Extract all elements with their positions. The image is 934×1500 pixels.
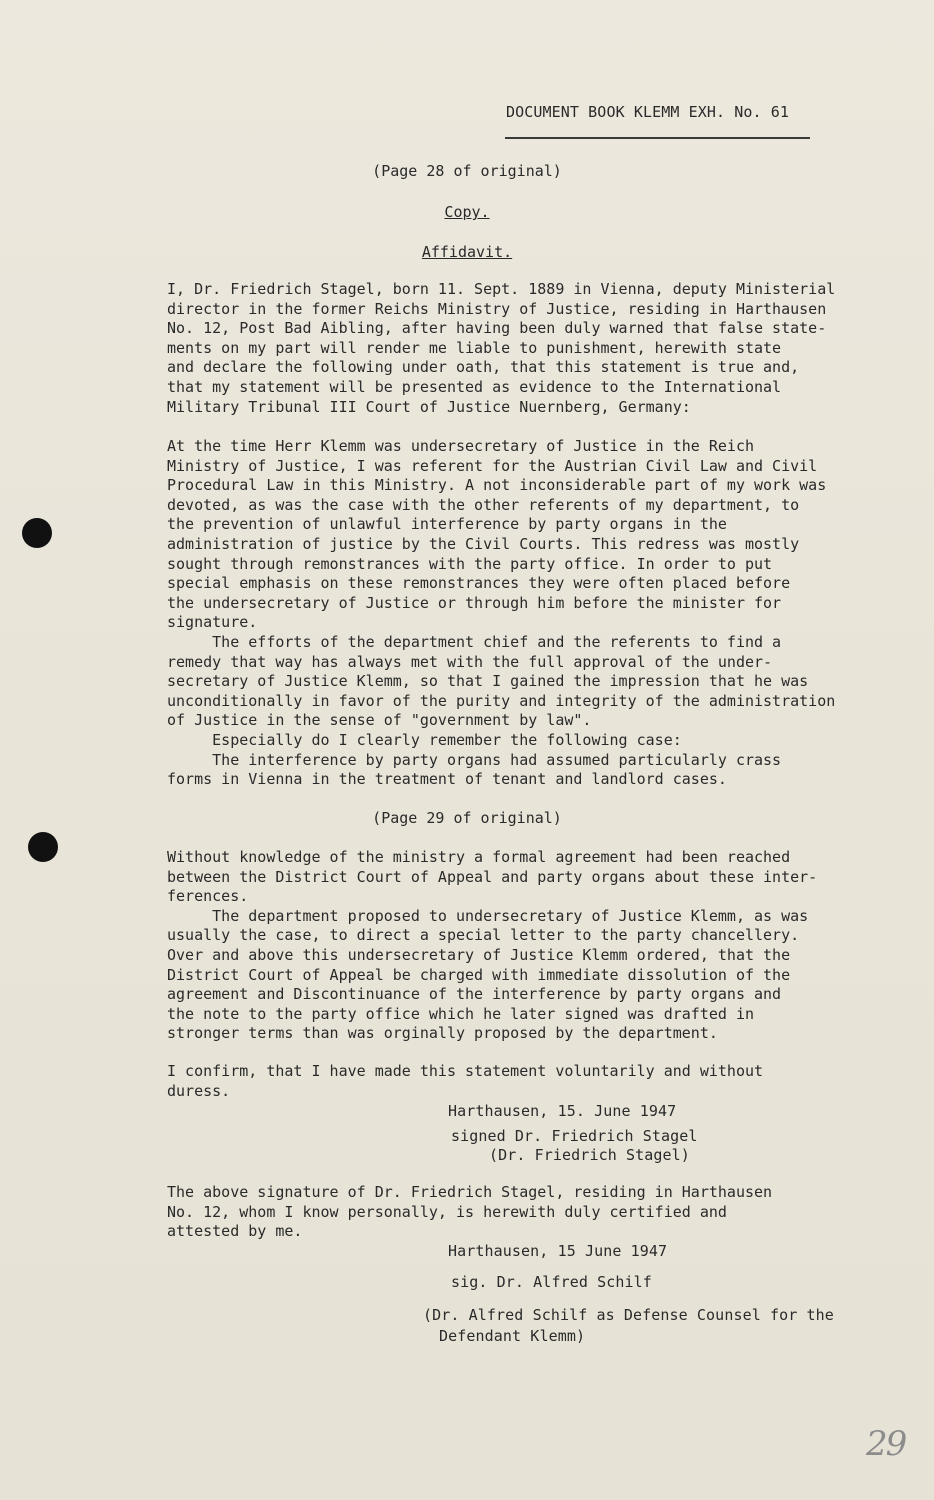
signature1-place-date: Harthausen, 15. June 1947 [448, 1102, 677, 1120]
punch-hole-bottom [28, 832, 58, 862]
main-line: the prevention of unlawful interference by party organs in the [167, 515, 727, 534]
main-line: Especially do I clearly remember the following case: [167, 730, 682, 749]
handwritten-page-number: 29 [866, 1424, 906, 1464]
main-line: Procedural Law in this Ministry. A not inconsiderable part of my work was [167, 476, 827, 495]
paragraph-main [167, 437, 835, 790]
main-line: forms in Vienna in the treatment of tenant and landlord cases. [167, 770, 727, 789]
confirmation-line: I confirm, that I have made this statement voluntarily and without [167, 1062, 764, 1080]
confirmation-line: duress. [167, 1081, 231, 1100]
paragraph-confirmation [167, 1062, 763, 1101]
main-line: At the time Herr Klemm was undersecretary of Justice in the Reich [167, 437, 754, 455]
agreement-line: stronger terms than was orginally proposed by the department. [167, 1024, 718, 1043]
page-marker-29: (Page 29 of original) [372, 809, 562, 827]
agreement-line: District Court of Appeal be charged with immediate dissolution of the [167, 965, 791, 984]
punch-hole-top [22, 518, 52, 548]
agreement-line: between the District Court of Appeal and party organs about these inter- [167, 867, 818, 886]
intro-line: No. 12, Post Bad Aibling, after having been duly warned that false state- [167, 319, 827, 338]
paragraph-intro [167, 280, 835, 417]
main-line: remedy that way has always met with the full approval of the under- [167, 652, 773, 671]
header-underline [505, 137, 810, 139]
agreement-line: Without knowledge of the ministry a formal agreement had been reached [167, 848, 791, 866]
copy-label: Copy. [444, 203, 490, 221]
paragraph-certification [167, 1183, 772, 1242]
intro-line: I, Dr. Friedrich Stagel, born 11. Sept. 1889 in Vienna, deputy Ministerial [167, 280, 836, 298]
signature2-place-date: Harthausen, 15 June 1947 [448, 1242, 668, 1260]
page-marker-28: (Page 28 of original) [372, 162, 562, 180]
certification-line: attested by me. [167, 1222, 303, 1241]
main-line: administration of justice by the Civil Courts. This redress was mostly [167, 534, 800, 553]
intro-line: and declare the following under oath, that this statement is true and, [167, 358, 800, 377]
main-line: Ministry of Justice, I was referent for the Austrian Civil Law and Civil [167, 456, 818, 475]
signature1-name: (Dr. Friedrich Stagel) [489, 1146, 690, 1164]
signature1-signed: signed Dr. Friedrich Stagel [451, 1127, 698, 1145]
main-line: The efforts of the department chief and the referents to find a [167, 632, 782, 651]
main-line: unconditionally in favor of the purity and integrity of the administration [167, 691, 836, 710]
agreement-line: the note to the party office which he later signed was drafted in [167, 1004, 754, 1023]
agreement-line: The department proposed to undersecretary of Justice Klemm, as was [167, 906, 809, 925]
intro-line: Military Tribunal III Court of Justice Nuernberg, Germany: [167, 397, 691, 416]
signature2-role-line1: (Dr. Alfred Schilf as Defense Counsel for the [423, 1306, 834, 1324]
agreement-line: Over and above this undersecretary of Justice Klemm ordered, that the [167, 945, 791, 964]
main-line: devoted, as was the case with the other referents of my department, to [167, 495, 800, 514]
main-line: the undersecretary of Justice or through him before the minister for [167, 593, 782, 612]
main-line: The interference by party organs had assumed particularly crass [167, 750, 782, 769]
main-line: special emphasis on these remonstrances they were often placed before [167, 574, 791, 593]
certification-line: The above signature of Dr. Friedrich Stagel, residing in Harthausen [167, 1183, 773, 1201]
signature2-signed: sig. Dr. Alfred Schilf [451, 1273, 652, 1291]
intro-line: director in the former Reichs Ministry of Justice, residing in Harthausen [167, 299, 827, 318]
main-line: signature. [167, 613, 258, 632]
main-line: sought through remonstrances with the party office. In order to put [167, 554, 773, 573]
main-line: of Justice in the sense of "government by law". [167, 711, 592, 730]
certification-line: No. 12, whom I know personally, is herewith duly certified and [167, 1202, 727, 1221]
intro-line: ments on my part will render me liable to punishment, herewith state [167, 338, 782, 357]
agreement-line: ferences. [167, 887, 249, 906]
affidavit-title: Affidavit. [421, 243, 513, 261]
signature2-role-line2: Defendant Klemm) [439, 1327, 586, 1345]
agreement-line: agreement and Discontinuance of the interference by party organs and [167, 985, 782, 1004]
agreement-line: usually the case, to direct a special letter to the party chancellery. [167, 926, 800, 945]
paragraph-agreement [167, 848, 817, 1044]
main-line: secretary of Justice Klemm, so that I gained the impression that he was [167, 672, 809, 691]
intro-line: that my statement will be presented as evidence to the International [167, 377, 782, 396]
document-header: DOCUMENT BOOK KLEMM EXH. No. 61 [506, 103, 790, 121]
